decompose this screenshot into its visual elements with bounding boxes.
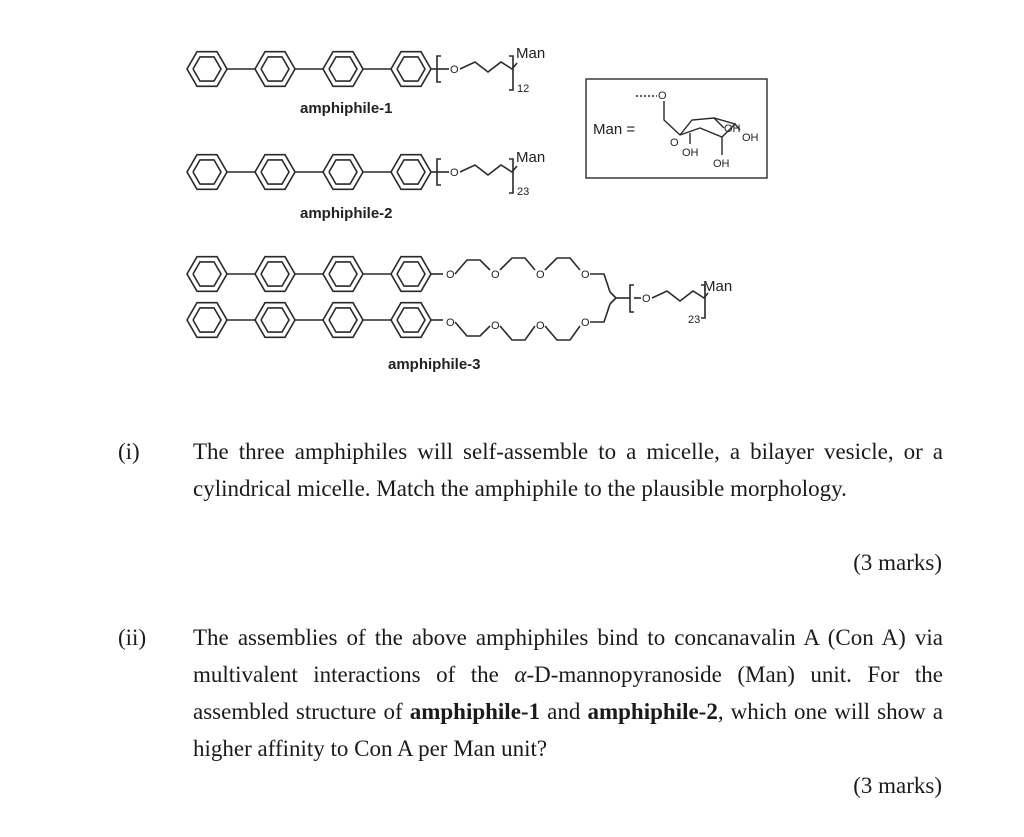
- amph3-o-8: O: [581, 317, 590, 329]
- question-2-text-part-3: and: [540, 699, 588, 724]
- amph3-o-5: O: [446, 317, 455, 329]
- question-1-marks: (3 marks): [853, 550, 942, 575]
- ether-oxygen-2: O: [450, 167, 459, 179]
- man-legend-title: Man =: [593, 121, 636, 138]
- biphenyl-core-rings: [187, 155, 517, 193]
- question-1-text: The three amphiphiles will self-assemble to a micelle, a bilayer vesicle, or a cylindrical micelle. Match the amphiphile to the plausible morphology.: [193, 439, 943, 501]
- question-2-text-part-4: , which one will show a higher affinity to Con A per Man unit?: [193, 699, 943, 761]
- chemical-structures-figure: [0, 0, 1024, 400]
- amphiphile-1-structure: [187, 45, 545, 117]
- man-legend-box: [586, 79, 767, 178]
- question-2-marks: (3 marks): [853, 773, 942, 798]
- question-2-text: [193, 619, 943, 767]
- amph3-o-7: O: [536, 320, 545, 332]
- amphiphile-3-structure: [187, 257, 732, 373]
- question-2-number: (ii): [118, 625, 147, 650]
- repeat-count-12: 12: [517, 83, 530, 95]
- amphiphile-2-reference: amphiphile-2: [587, 699, 718, 724]
- amph3-o-4: O: [581, 269, 590, 281]
- amphiphile-1-label: amphiphile-1: [300, 100, 393, 117]
- man-label-1: Man: [516, 45, 546, 62]
- amph3-o-9: O: [642, 293, 651, 305]
- repeat-count-23: 23: [517, 186, 530, 198]
- man-legend-o-ring: O: [670, 137, 679, 149]
- man-legend-oh-1: OH: [682, 147, 699, 159]
- amphiphile-1-reference: amphiphile-1: [409, 699, 541, 724]
- man-legend-oh-2: OH: [713, 158, 730, 170]
- amphiphile-2-label: amphiphile-2: [300, 205, 393, 222]
- repeat-count-23-amph3: 23: [688, 314, 701, 326]
- amph3-o-2: O: [491, 269, 500, 281]
- man-label-2: Man: [516, 149, 546, 166]
- man-legend-o-top: O: [658, 90, 667, 102]
- question-2-text-part-1: The assemblies of the above amphiphiles bind to concanavalin A (Con A) via multivalent interactions of the: [193, 625, 943, 687]
- amphiphile-2-structure: [187, 149, 545, 222]
- amph3-o-6: O: [491, 320, 500, 332]
- man-label-3: Man: [703, 278, 733, 295]
- question-1-number: (i): [118, 439, 140, 464]
- question-2-text-part-2: -D-mannopyranoside (Man) unit. For the assembled structure of: [193, 662, 943, 724]
- amphiphile-3-label: amphiphile-3: [388, 356, 481, 373]
- man-legend-oh-4: OH: [742, 132, 759, 144]
- alpha-symbol: α: [514, 662, 527, 687]
- ether-oxygen-1: O: [450, 64, 459, 76]
- man-legend-oh-3: OH: [724, 123, 741, 135]
- amph3-o-1: O: [446, 269, 455, 281]
- amph3-o-3: O: [536, 269, 545, 281]
- biphenyl-core-rings: [187, 52, 517, 90]
